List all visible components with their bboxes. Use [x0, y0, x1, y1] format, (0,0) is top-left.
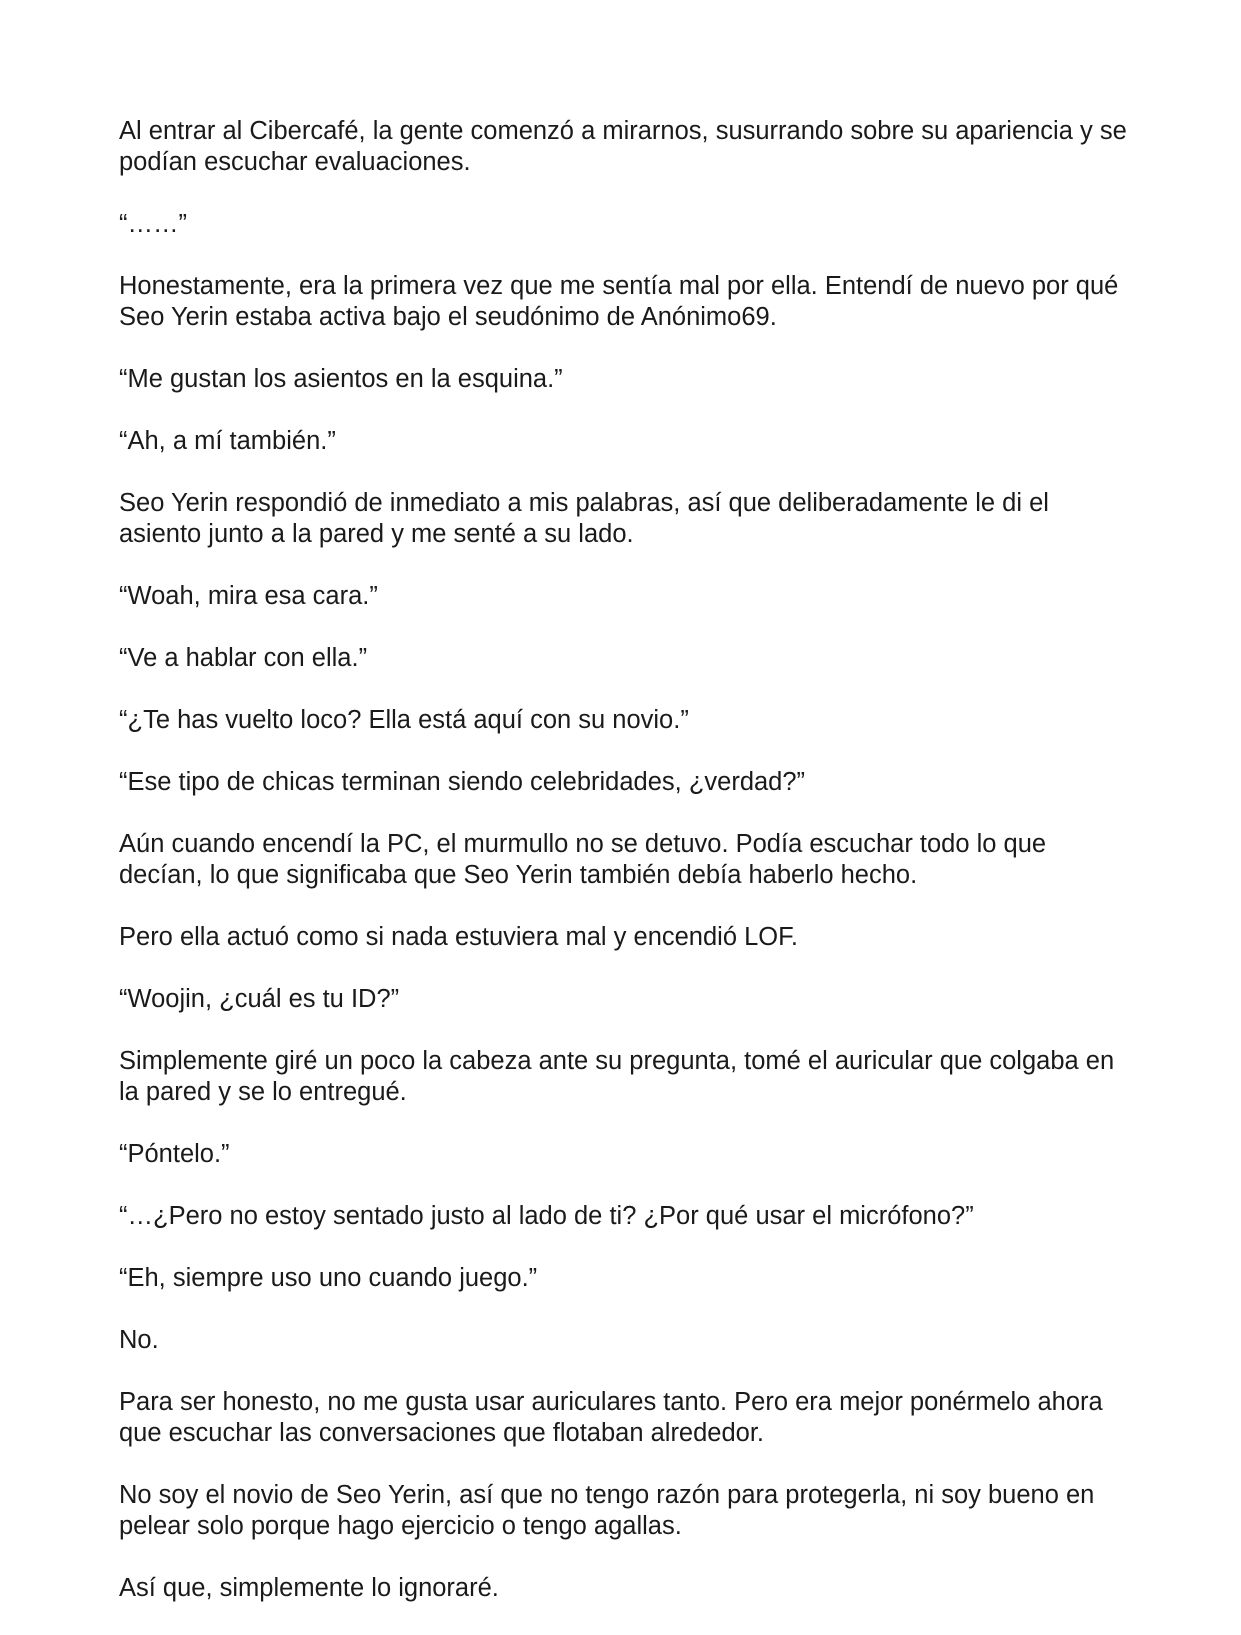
- paragraph: Honestamente, era la primera vez que me sentía mal por ella. Entendí de nuevo por qué Seo Yerin estaba activa bajo el seudónimo de Anónimo69.: [119, 272, 1119, 331]
- paragraph: “Woah, mira esa cara.”: [119, 582, 378, 610]
- paragraph: Aún cuando encendí la PC, el murmullo no se detuvo. Podía escuchar todo lo que decían, lo que significaba que Seo Yerin también debía haberlo hecho.: [119, 830, 1047, 889]
- paragraph: “Woojin, ¿cuál es tu ID?”: [119, 985, 400, 1013]
- paragraph: “Eh, siempre uso uno cuando juego.”: [119, 1264, 538, 1292]
- paragraph: “Me gustan los asientos en la esquina.”: [119, 365, 563, 393]
- paragraph: “Ese tipo de chicas terminan siendo celebridades, ¿verdad?”: [119, 768, 806, 796]
- paragraph: Pero ella actuó como si nada estuviera mal y encendió LOF.: [119, 923, 798, 951]
- paragraph: No.: [119, 1326, 159, 1354]
- paragraph: “Póntelo.”: [119, 1140, 230, 1168]
- paragraph: Al entrar al Cibercafé, la gente comenzó a mirarnos, susurrando sobre su apariencia y se podían escuchar evaluaciones.: [119, 117, 1127, 176]
- paragraph: “¿Te has vuelto loco? Ella está aquí con su novio.”: [119, 706, 689, 734]
- paragraph: Seo Yerin respondió de inmediato a mis palabras, así que deliberadamente le di el asiento junto a la pared y me senté a su lado.: [119, 489, 1049, 548]
- paragraph: No soy el novio de Seo Yerin, así que no tengo razón para protegerla, ni soy bueno en pelear solo porque hago ejercicio o tengo agallas.: [119, 1481, 1095, 1540]
- paragraph: “Ve a hablar con ella.”: [119, 644, 368, 672]
- document-body: [119, 116, 1129, 1635]
- paragraph: Así que, simplemente lo ignoraré.: [119, 1574, 499, 1602]
- paragraph: “……”: [119, 210, 187, 238]
- paragraph: Simplemente giré un poco la cabeza ante su pregunta, tomé el auricular que colgaba en la pared y se lo entregué.: [119, 1047, 1115, 1106]
- paragraph: Para ser honesto, no me gusta usar auriculares tanto. Pero era mejor ponérmelo ahora que escuchar las conversaciones que flotaban alrededor.: [119, 1388, 1103, 1447]
- paragraph: “Ah, a mí también.”: [119, 427, 336, 455]
- paragraph: “…¿Pero no estoy sentado justo al lado de ti? ¿Por qué usar el micrófono?”: [119, 1202, 974, 1230]
